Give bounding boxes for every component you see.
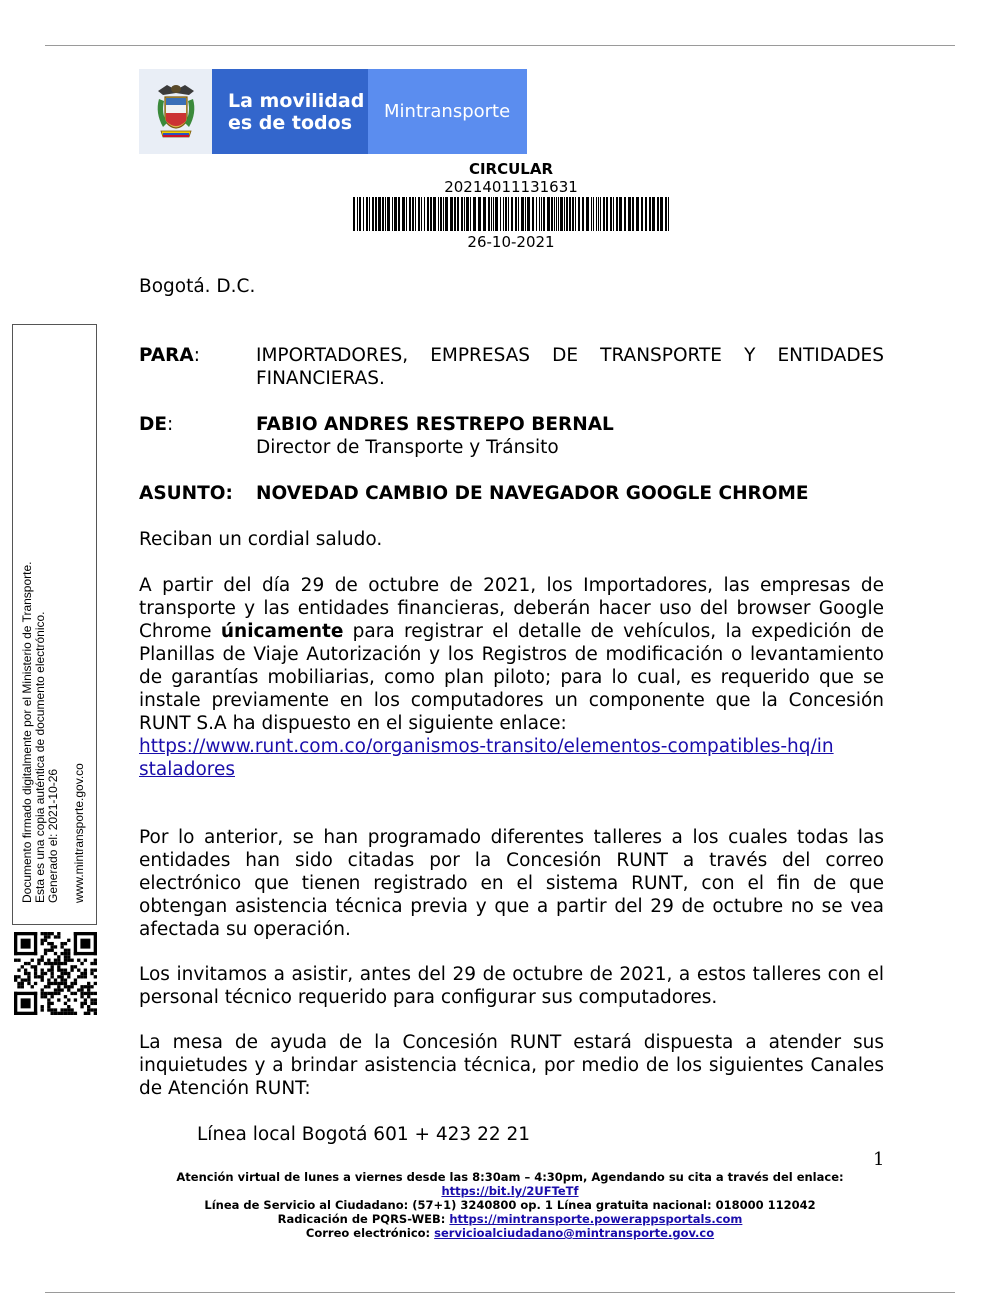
- from-label: DE:: [139, 414, 174, 435]
- bottom-rule: [45, 1292, 955, 1293]
- top-rule: [45, 45, 955, 46]
- paragraph-4: La mesa de ayuda de la Concesión RUNT estará dispuesta a atender sus inquietudes y a brindar asistencia técnica, por medio de los siguientes Canales de Atención RUNT:: [139, 1032, 884, 1099]
- slogan-line-1: La movilidad: [228, 89, 365, 112]
- footer-booking-link-row: [130, 1184, 890, 1199]
- coat-of-arms-icon: [139, 69, 212, 154]
- greeting: Reciban un cordial saludo.: [139, 529, 383, 550]
- slogan-line-2: es de todos: [228, 111, 353, 134]
- footer-hours: Atención virtual de lunes a viernes desde las 8:30am – 4:30pm, Agendando su cita a través del enlace:: [176, 1170, 844, 1184]
- runt-installers-link-continued[interactable]: staladores: [139, 759, 235, 780]
- paragraph-1: A partir del día 29 de octubre de 2021, los Importadores, las empresas de transporte y las entidades financieras, deberán hacer uso del browser Google Chrome únicamente para registrar el detalle de vehículos, la expedición de Planillas de Viaje Autorización y los Registros de modificación o levantamiento de garantías mobiliarias, como plan piloto; para lo cual, es requerido que se instale previamente en los computadores un componente que la Concesión RUNT S.A ha dispuesto en el siguiente enlace: https://www.runt.com.co/organismos-transito/elementos-compatibles-hq/in staladores: [139, 575, 884, 780]
- stamp-line-4: www.mintransporte.gov.co: [72, 763, 86, 903]
- footer-email-link[interactable]: servicioalciudadano@mintransporte.gov.co: [434, 1226, 715, 1240]
- to-label: PARA:: [139, 345, 200, 366]
- emphasis-unicamente: únicamente: [220, 621, 344, 642]
- slogan: [212, 69, 368, 154]
- footer-email-row: Correo electrónico: servicioalciudadano@mintransporte.gov.co: [305, 1226, 715, 1240]
- phone-line: Línea local Bogotá 601 + 423 22 21: [197, 1124, 531, 1145]
- document-type: CIRCULAR: [468, 160, 554, 178]
- subject-label: ASUNTO:: [139, 483, 233, 504]
- footer-pqrs-link[interactable]: https://mintransporte.powerappsportals.com: [449, 1212, 743, 1226]
- subject-value: NOVEDAD CAMBIO DE NAVEGADOR GOOGLE CHROME: [256, 483, 809, 504]
- brand-name: Mintransporte: [368, 69, 527, 154]
- digital-signature-stamp: [12, 324, 97, 925]
- ministry-logo-banner: [139, 69, 527, 154]
- footer-booking-link[interactable]: https://bit.ly/2UFTeTf: [441, 1184, 579, 1198]
- document-date: 26-10-2021: [467, 233, 555, 251]
- sender-title: Director de Transporte y Tránsito: [256, 437, 559, 458]
- footer-phones: Línea de Servicio al Ciudadano: (57+1) 3240800 op. 1 Línea gratuita nacional: 018000 112042: [204, 1198, 816, 1212]
- city-line: Bogotá. D.C.: [139, 276, 256, 297]
- paragraph-3: Los invitamos a asistir, antes del 29 de octubre de 2021, a estos talleres con el personal técnico requerido para configurar sus computadores.: [139, 964, 884, 1008]
- from-value: [256, 413, 884, 459]
- radicado-number: 20214011131631: [444, 178, 578, 196]
- runt-installers-link[interactable]: https://www.runt.com.co/organismos-transito/elementos-compatibles-hq/in: [139, 736, 834, 757]
- qr-code-icon: [14, 932, 97, 1015]
- footer-pqrs-row: Radicación de PQRS-WEB: https://mintransporte.powerappsportals.com: [277, 1212, 743, 1226]
- barcode-icon: [353, 197, 669, 231]
- sender-name: FABIO ANDRES RESTREPO BERNAL: [256, 414, 614, 435]
- to-value: IMPORTADORES, EMPRESAS DE TRANSPORTE Y ENTIDADES FINANCIERAS.: [256, 345, 884, 389]
- paragraph-2: Por lo anterior, se han programado diferentes talleres a los cuales todas las entidades han sido citadas por la Concesión RUNT a través del correo electrónico que tienen registrado en el sistema RUNT, con el fin de que obtengan asistencia técnica previa y que a partir del 29 de octubre no se vea afectada su operación.: [139, 827, 884, 940]
- stamp-line-2: Esta es una copia auténtica de documento electrónico.: [33, 611, 47, 903]
- stamp-line-3: Generado el: 2021-10-26: [46, 768, 60, 903]
- page-number: 1: [873, 1149, 885, 1170]
- stamp-line-1: Documento firmado digitalmente por el Ministerio de Transporte.: [20, 561, 34, 903]
